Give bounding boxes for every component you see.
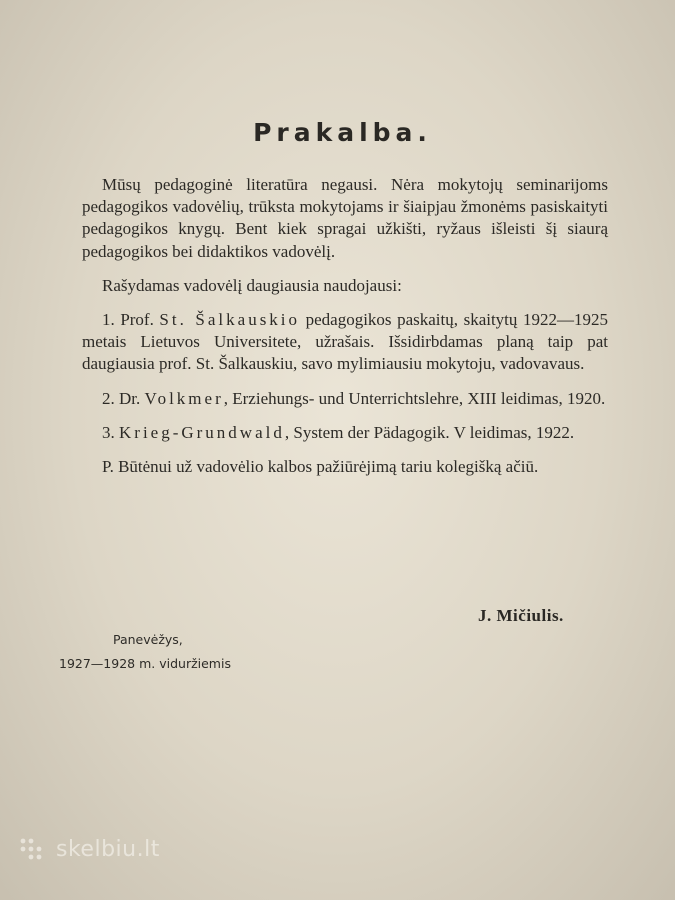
source-item-2	[82, 388, 608, 410]
source-item-1	[82, 309, 608, 376]
source-item-3	[82, 422, 608, 444]
source-item-1-prefix: 1. Prof.	[102, 310, 160, 330]
source-item-3-text: , System der Pädagogik. V leidimas, 1922.	[284, 422, 575, 442]
source-item-1-text: pedagogikos paskaitų, skaitytų 1922—1925 metais Lietuvos Universitete, užrašais. Išsidirbdamas planą taip pat daugiausia prof. St. Šalkauskiu, savo mylimiausiu mokytoju, vadovavaus.	[82, 310, 608, 374]
source-item-1-author: St. Šalkauskio	[159, 310, 301, 330]
source-item-3-author: Krieg-Grundwald	[119, 422, 285, 442]
place-line: Panevėžys,	[113, 632, 183, 647]
source-item-2-prefix: 2. Dr.	[102, 388, 145, 408]
source-item-3-prefix: 3.	[102, 422, 119, 442]
date-line: 1927—1928 m. viduržiemis	[59, 656, 231, 671]
watermark-text: skelbiu.lt	[56, 836, 160, 862]
page-title: Prakalba.	[253, 118, 432, 147]
paragraph-intro: Mūsų pedagoginė literatūra negausi. Nėra mokytojų seminarijoms pedagogikos vadovėlių, trūksta mokytojams ir šiaipjau žmonėms pasiskaityti pedagogikos knygų. Bent kiek spragai užkišti, ryžaus išleisti šį siaurą pedagogikos bei didaktikos vadovėlį.	[82, 175, 608, 261]
source-item-2-author: Volkmer	[144, 388, 224, 408]
source-item-2-text: , Erziehungs- und Unterrichtslehre, XIII leidimas, 1920.	[223, 388, 606, 408]
preface-body	[82, 174, 608, 478]
paragraph-thanks: P. Būtėnui už vadovėlio kalbos pažiūrėjimą tariu kolegišką ačiū.	[102, 457, 539, 477]
watermark	[18, 836, 160, 862]
paragraph-sources-intro: Rašydamas vadovėlį daugiausia naudojausi:	[102, 275, 402, 295]
watermark-logo-icon	[18, 836, 48, 862]
author-signature: J. Mičiulis.	[478, 606, 564, 625]
